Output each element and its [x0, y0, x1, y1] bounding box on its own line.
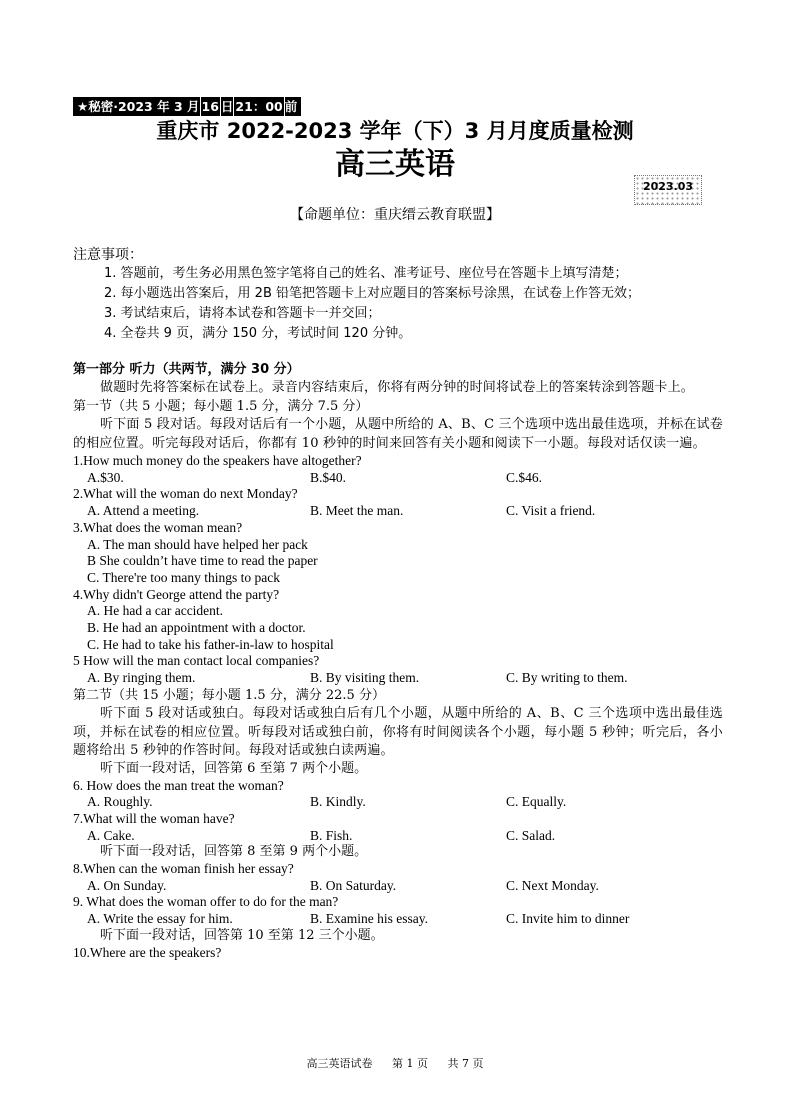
footer-exam: 高三英语试卷: [306, 1057, 373, 1070]
question-3: 3.What does the woman mean?: [73, 519, 243, 535]
options-2: [73, 503, 723, 520]
secret-suffix: 前: [284, 99, 298, 114]
option-a: A. Attend a meeting.: [87, 503, 200, 519]
question-1: 1.How much money do the speakers have altogether?: [73, 453, 362, 468]
question-6: 6. How does the man treat the woman?: [73, 777, 284, 793]
question-4: 4.Why didn't George attend the party?: [73, 586, 280, 602]
option-a: A. He had a car accident.: [87, 603, 224, 619]
footer-total: 共 7 页: [447, 1057, 484, 1070]
option-b: B She couldn’t have time to read the paper: [87, 553, 318, 569]
exam-title: 重庆市 2022-2023 学年（下）3 月月度质量检测: [156, 119, 634, 143]
dialog-instruction: 听下面一段对话，回答第 10 至第 12 三个小题。: [100, 927, 384, 943]
option-c: C. There're too many things to pack: [87, 569, 281, 585]
option-a: A. By ringing them.: [87, 670, 196, 686]
option-c: C. Salad.: [506, 827, 556, 843]
options-1: [73, 470, 723, 487]
secret-prefix: ★秘密·2023 年 3 月: [77, 99, 200, 114]
section2-heading: 第二节（共 15 小题；每小题 1.5 分，满分 22.5 分）: [73, 687, 385, 703]
question-8: 8.When can the woman finish her essay?: [73, 861, 294, 877]
option-b: B. Fish.: [310, 827, 353, 843]
option-b: B. Examine his essay.: [310, 911, 428, 927]
option-c: C.$46.: [506, 469, 543, 485]
question-5: 5 How will the man contact local companies?: [73, 653, 320, 669]
option-a: A. On Sunday.: [87, 877, 167, 893]
notice-title: 注意事项：: [73, 247, 143, 263]
section1-instruction: 听下面 5 段对话。每段对话后有一个小题，从题中所给的 A、B、C 三个选项中选出最佳选项，并标在试卷的相应位置。听完每段对话后，你都有 10 秒钟的时间来回答有关小题和阅读下一小题。每段对话仅读一遍。: [73, 417, 723, 451]
option-c: C. Visit a friend.: [506, 503, 596, 519]
dialog-instruction: 听下面一段对话，回答第 8 至第 9 两个小题。: [100, 844, 368, 860]
notice-item: 4. 全卷共 9 页，满分 150 分，考试时间 120 分钟。: [104, 326, 412, 341]
option-a: A. Roughly.: [87, 794, 153, 810]
option-b: B.$40.: [310, 469, 347, 485]
option-a: A.$30.: [87, 469, 124, 485]
option-b: B. He had an appointment with a doctor.: [87, 620, 306, 636]
question-7: 7.What will the woman have?: [73, 810, 235, 826]
option-a: A. Write the essay for him.: [87, 911, 233, 927]
options-9: [73, 911, 723, 928]
option-a: A. The man should have helped her pack: [87, 536, 308, 552]
option-b: B. By visiting them.: [310, 670, 420, 686]
date-stamp: 2023.03: [634, 175, 702, 205]
page-footer: [0, 1056, 790, 1072]
option-c: C. He had to take his father-in-law to hospital: [87, 636, 334, 652]
section2-instruction: 听下面 5 段对话或独白。每段对话或独白后有几个小题，从题中所给的 A、B、C 三个选项中选出最佳选项，并标在试卷的相应位置。听每段对话或独白前，你将有时间阅读各个小题，每小题 5 秒钟；听完后，各小题将给出 5 秒钟的作答时间。每段对话或独白读两遍。: [73, 706, 723, 759]
options-7: [73, 828, 723, 845]
options-6: [73, 794, 723, 811]
option-b: B. Meet the man.: [310, 503, 404, 519]
option-c: C. By writing to them.: [506, 670, 628, 686]
secret-mid: 日: [220, 99, 234, 114]
part1-heading: 第一部分 听力（共两节，满分 30 分）: [73, 362, 300, 377]
options-8: [73, 878, 723, 895]
option-c: C. Equally.: [506, 794, 567, 810]
subject-title: 高三英语: [335, 147, 455, 182]
option-a: A. Cake.: [87, 827, 135, 843]
secret-day: 16: [201, 99, 219, 114]
notice-item: 3. 考试结束后，请将本试卷和答题卡一并交回；: [104, 306, 381, 321]
footer-page: 第 1 页: [392, 1057, 428, 1070]
option-c: C. Invite him to dinner: [506, 911, 630, 927]
option-b: B. Kindly.: [310, 794, 366, 810]
option-b: B. On Saturday.: [310, 877, 397, 893]
notice-item: 1. 答题前，考生务必用黑色签字笔将自己的姓名、准考证号、座位号在答题卡上填写清楚；: [104, 266, 628, 281]
secret-time: 21：00: [235, 99, 283, 114]
options-5: [73, 670, 723, 687]
option-c: C. Next Monday.: [506, 877, 599, 893]
notice-list: [104, 264, 640, 344]
confidential-label: [73, 97, 301, 116]
part1-intro: 做题时先将答案标在试卷上。录音内容结束后，你将有两分钟的时间将试卷上的答案转涂到答题卡上。: [100, 380, 695, 395]
question-10: 10.Where are the speakers?: [73, 944, 222, 960]
question-2: 2.What will the woman do next Monday?: [73, 486, 298, 502]
section1-heading: 第一节（共 5 小题；每小题 1.5 分，满分 7.5 分）: [73, 398, 369, 414]
dialog-instruction: 听下面一段对话，回答第 6 至第 7 两个小题。: [100, 760, 368, 776]
issuer-line: 【命题单位：重庆缙云教育联盟】: [290, 207, 500, 223]
question-9: 9. What does the woman offer to do for the man?: [73, 894, 339, 910]
notice-item: 2. 每小题选出答案后，用 2B 铅笔把答题卡上对应题目的答案标号涂黑，在试卷上作答无效；: [104, 286, 640, 301]
listening-section: [73, 360, 723, 961]
